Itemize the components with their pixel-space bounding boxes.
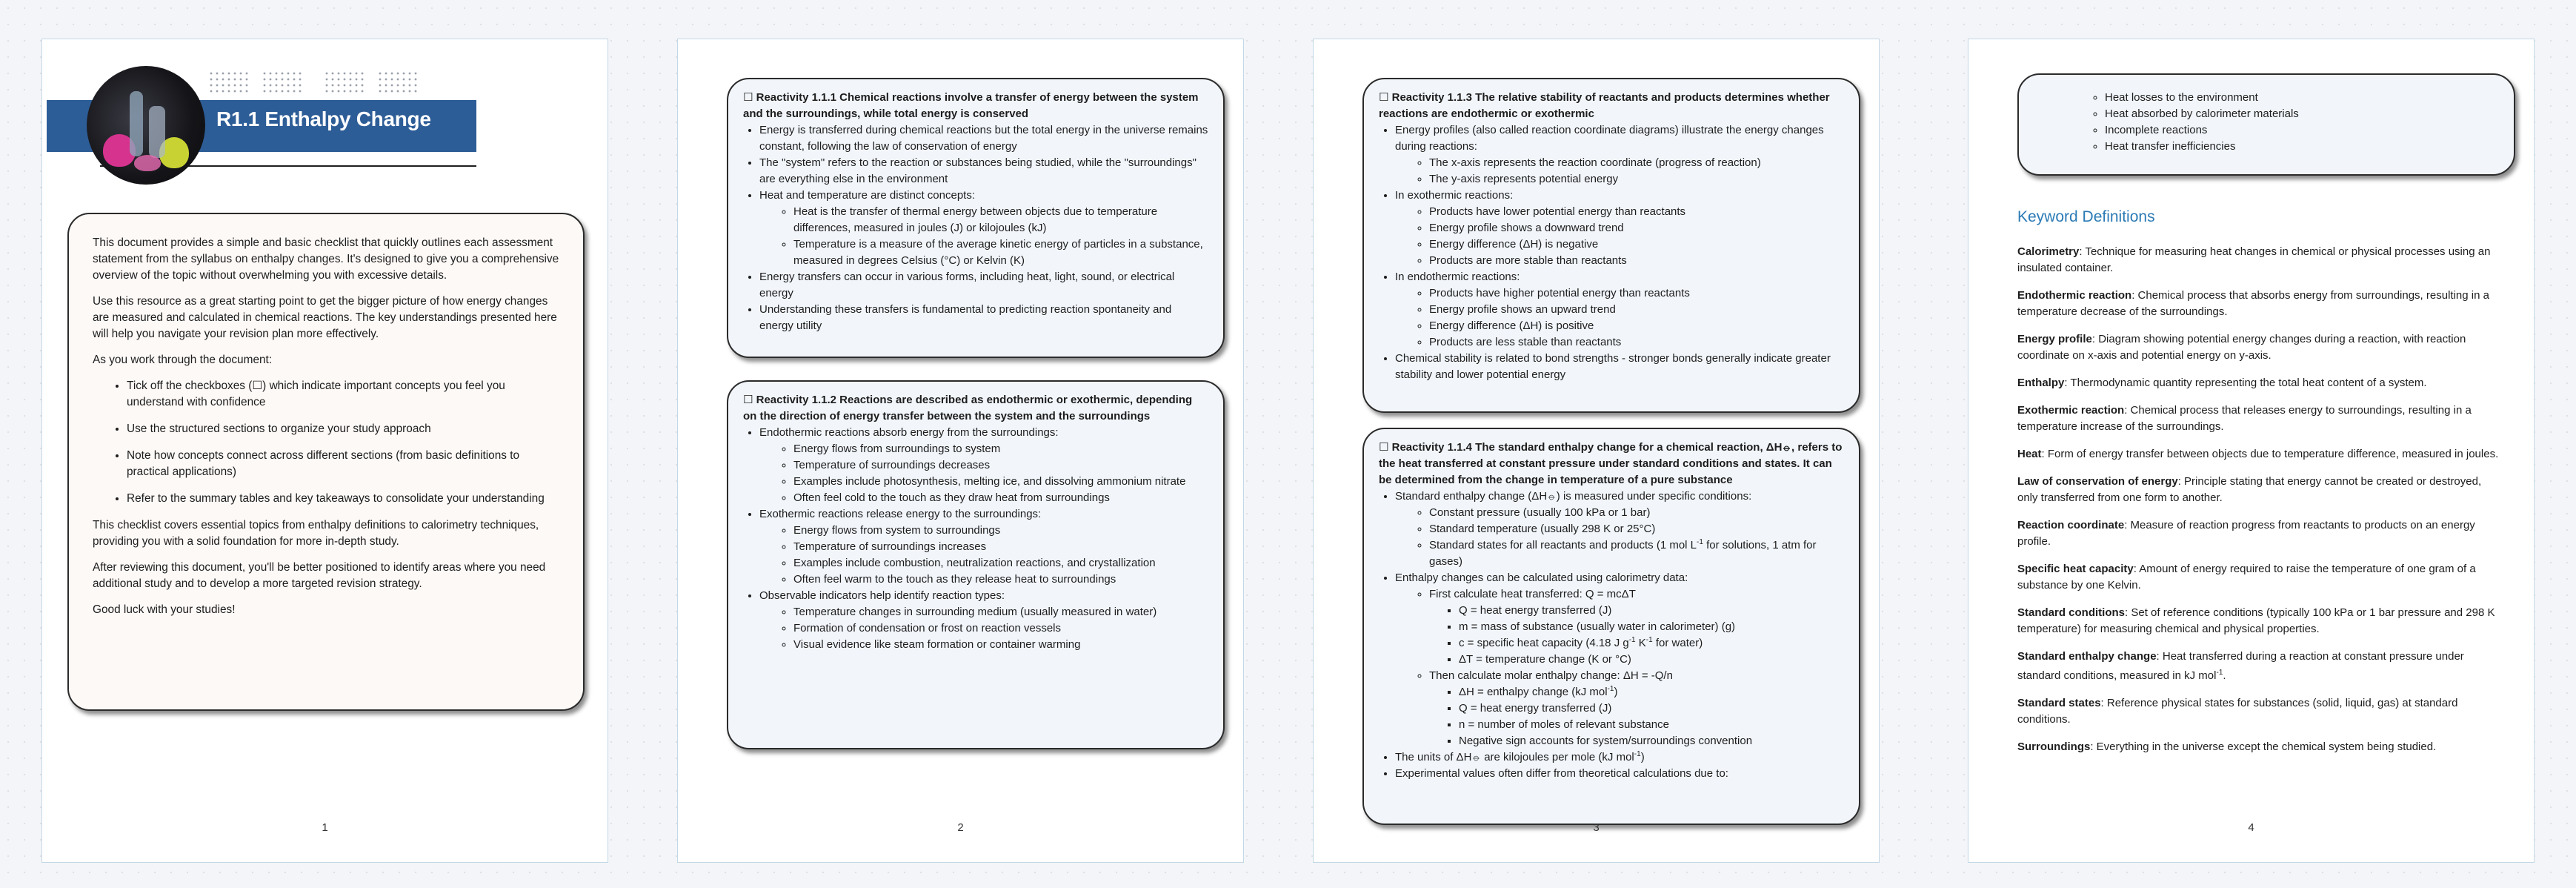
page-1 bbox=[41, 39, 608, 863]
keyword-definition bbox=[2017, 739, 2499, 755]
list-item: ◦ Temperature of surroundings decreases bbox=[793, 457, 1208, 474]
text-span: Standard states for all reactants and products (1 mol L bbox=[1429, 539, 1697, 551]
decorative-dots bbox=[262, 70, 304, 93]
list-item: ▪ n = number of moles of relevant substance bbox=[1459, 717, 1844, 733]
keyword-text: : Everything in the universe except the chemical system being studied. bbox=[2090, 740, 2437, 753]
text-span: ΔH = enthalpy change (kJ mol bbox=[1459, 686, 1608, 698]
list-item: ◦ Standard temperature (usually 298 K or 25°C) bbox=[1429, 521, 1844, 537]
list-item-text: Then calculate molar enthalpy change: ΔH = -Q/n bbox=[1429, 669, 1673, 682]
list-item bbox=[759, 506, 1208, 588]
list-item bbox=[1395, 188, 1844, 269]
keyword-definition bbox=[2017, 446, 2499, 463]
keyword-text: : Technique for measuring heat changes in chemical or physical processes using an insulated container. bbox=[2017, 245, 2491, 274]
keyword-definition bbox=[2017, 375, 2499, 391]
page-number: 1 bbox=[322, 821, 328, 834]
intro-box bbox=[67, 213, 585, 711]
list-item: • Experimental values often differ from theoretical calculations due to: bbox=[1395, 766, 1844, 782]
document-title: R1.1 Enthalpy Change bbox=[216, 107, 431, 130]
keyword-text: : Chemical process that releases energy to surroundings, resulting in a temperature increase of the surroundings. bbox=[2017, 404, 2472, 433]
section-heading: ☐ Reactivity 1.1.2 Reactions are described as endothermic or exothermic, depending on the direction of energy transfer between the system and the surroundings bbox=[743, 394, 1193, 423]
superscript: -1 bbox=[1628, 636, 1636, 644]
list-item: • Refer to the summary tables and key takeaways to consolidate your understanding bbox=[127, 491, 559, 507]
text-span: for solutions, 1 atm for gases) bbox=[1429, 539, 1817, 568]
intro-paragraph: Good luck with your studies! bbox=[93, 603, 236, 616]
text-span: for water) bbox=[1652, 637, 1703, 649]
keyword-definition bbox=[2017, 244, 2499, 276]
intro-paragraph: This document provides a simple and basic checklist that quickly outlines each assessment statement from the syllabus on enthalpy changes. It's designed to give you a comprehensive overview of the topic without overwhelming you with excessive details. bbox=[93, 236, 559, 282]
list-item: ◦ Heat absorbed by calorimeter materials bbox=[2105, 106, 2499, 122]
keyword-term: Reaction coordinate bbox=[2017, 519, 2125, 531]
superscript: -1 bbox=[1645, 636, 1653, 644]
list-item-text: In endothermic reactions: bbox=[1395, 271, 1520, 283]
keyword-term: Standard states bbox=[2017, 697, 2101, 709]
list-item bbox=[1429, 586, 1844, 668]
list-item: ◦ Energy profile shows a downward trend bbox=[1429, 220, 1844, 236]
list-item: ◦ Products have lower potential energy than reactants bbox=[1429, 204, 1844, 220]
list-item: ▪ Q = heat energy transferred (J) bbox=[1459, 603, 1844, 619]
list-item-text: Heat and temperature are distinct concepts: bbox=[759, 189, 975, 202]
list-item: • Use the structured sections to organize your study approach bbox=[127, 421, 559, 437]
section-heading: ☐ Reactivity 1.1.3 The relative stability of reactants and products determines whether reactions are endothermic or exothermic bbox=[1379, 91, 1830, 120]
list-item: ◦ Heat losses to the environment bbox=[2105, 90, 2499, 106]
keyword-term: Standard enthalpy change bbox=[2017, 650, 2157, 663]
list-item: ◦ The y-axis represents potential energy bbox=[1429, 171, 1844, 188]
intro-paragraph: This checklist covers essential topics from enthalpy definitions to calorimetry techniques, providing you with a solid foundation for more in-depth study. bbox=[93, 519, 539, 548]
list-item bbox=[1395, 749, 1844, 766]
list-item: ◦ Temperature changes in surrounding medium (usually measured in water) bbox=[793, 604, 1208, 620]
list-item: ◦ Incomplete reactions bbox=[2105, 122, 2499, 139]
list-item: • Chemical stability is related to bond strengths - stronger bonds generally indicate greater stability and lower potential energy bbox=[1395, 351, 1844, 383]
keyword-definition bbox=[2017, 561, 2499, 594]
list-item: ◦ Products have higher potential energy than reactants bbox=[1429, 285, 1844, 302]
keyword-text: : Measure of reaction progress from reactants to products on an energy profile. bbox=[2017, 519, 2475, 548]
decorative-dots bbox=[208, 70, 251, 93]
keyword-text: : Set of reference conditions (typically 100 kPa or 1 bar pressure and 298 K temperature) for measuring chemical and physical properties. bbox=[2017, 606, 2495, 635]
list-item: ◦ Visual evidence like steam formation or container warming bbox=[793, 637, 1208, 653]
list-item: ◦ Often feel warm to the touch as they release heat to surroundings bbox=[793, 571, 1208, 588]
list-item: ◦ Energy flows from system to surroundings bbox=[793, 523, 1208, 539]
intro-paragraph: Use this resource as a great starting point to get the bigger picture of how energy changes are measured and calculated in chemical reactions. The key understandings presented here will help you navigate your revision plan more effectively. bbox=[93, 295, 557, 340]
keyword-term: Calorimetry bbox=[2017, 245, 2080, 258]
list-item: ▪ Q = heat energy transferred (J) bbox=[1459, 700, 1844, 717]
list-item: • Tick off the checkboxes (☐) which indicate important concepts you feel you understand with confidence bbox=[127, 378, 559, 411]
list-item-text: Exothermic reactions release energy to the surroundings: bbox=[759, 508, 1042, 520]
section-heading: ☐ Reactivity 1.1.4 The standard enthalpy change for a chemical reaction, ΔH⦵, refers to the heat transferred at constant pressure under standard conditions and states. It can be determined from the change in temperature of a pure substance bbox=[1379, 441, 1843, 486]
page-2 bbox=[677, 39, 1244, 863]
list-item: ◦ Products are less stable than reactants bbox=[1429, 334, 1844, 351]
keyword-text: : Principle stating that energy cannot be created or destroyed, only transferred from one form to another. bbox=[2017, 475, 2482, 504]
list-item: ◦ Products are more stable than reactants bbox=[1429, 253, 1844, 269]
section-reactivity-1-1-3 bbox=[1362, 78, 1860, 413]
keyword-definitions-list bbox=[2017, 244, 2499, 766]
list-item: • Note how concepts connect across different sections (from basic definitions to practical applications) bbox=[127, 448, 559, 480]
list-item-text: First calculate heat transferred: Q = mcΔT bbox=[1429, 588, 1636, 600]
keyword-term: Standard conditions bbox=[2017, 606, 2126, 619]
keyword-term: Endothermic reaction bbox=[2017, 289, 2132, 302]
list-item-text: Standard enthalpy change (ΔH⦵) is measured under specific conditions: bbox=[1395, 490, 1752, 503]
keyword-term: Exothermic reaction bbox=[2017, 404, 2125, 417]
list-item bbox=[1395, 488, 1844, 570]
page-number: 4 bbox=[2248, 821, 2254, 834]
keyword-definition bbox=[2017, 649, 2499, 684]
list-item: • Understanding these transfers is fundamental to predicting reaction spontaneity and energy utility bbox=[759, 302, 1208, 334]
list-item bbox=[759, 425, 1208, 506]
list-item: ◦ Examples include combustion, neutralization reactions, and crystallization bbox=[793, 555, 1208, 571]
list-item bbox=[759, 188, 1208, 269]
list-item bbox=[1395, 122, 1844, 188]
keyword-text: : Chemical process that absorbs energy from surroundings, resulting in a temperature decrease of the surroundings. bbox=[2017, 289, 2489, 318]
page-number: 2 bbox=[957, 821, 964, 834]
list-item: ◦ Heat transfer inefficiencies bbox=[2105, 139, 2499, 155]
keyword-definition bbox=[2017, 695, 2499, 728]
keyword-term: Law of conservation of energy bbox=[2017, 475, 2178, 488]
list-item bbox=[759, 588, 1208, 653]
list-item bbox=[1459, 684, 1844, 700]
list-item: • Energy transfers can occur in various forms, including heat, light, sound, or electrical energy bbox=[759, 269, 1208, 302]
keyword-text: : Thermodynamic quantity representing the total heat content of a system. bbox=[2064, 377, 2427, 389]
keyword-definition bbox=[2017, 331, 2499, 364]
section-continued bbox=[2017, 73, 2515, 176]
list-item-text: Observable indicators help identify reaction types: bbox=[759, 589, 1005, 602]
list-item: ◦ Formation of condensation or frost on reaction vessels bbox=[793, 620, 1208, 637]
page-4 bbox=[1968, 39, 2535, 863]
keyword-definition bbox=[2017, 605, 2499, 637]
list-item: ◦ Energy difference (ΔH) is positive bbox=[1429, 318, 1844, 334]
lab-glassware-image bbox=[87, 66, 205, 185]
list-item: ◦ The x-axis represents the reaction coordinate (progress of reaction) bbox=[1429, 155, 1844, 171]
decorative-dots bbox=[377, 70, 420, 93]
page-number: 3 bbox=[1593, 821, 1600, 834]
keyword-term: Surroundings bbox=[2017, 740, 2091, 753]
list-item bbox=[1429, 537, 1844, 570]
list-item: ◦ Temperature is a measure of the average kinetic energy of particles in a substance, measured in degrees Celsius (°C) or Kelvin (K) bbox=[793, 236, 1208, 269]
keyword-definition bbox=[2017, 474, 2499, 506]
list-item-text: Enthalpy changes can be calculated using calorimetry data: bbox=[1395, 571, 1688, 584]
superscript: -1 bbox=[1634, 750, 1641, 758]
text-span: ) bbox=[1640, 751, 1645, 763]
text-span: c = specific heat capacity (4.18 J g bbox=[1459, 637, 1629, 649]
page-3 bbox=[1313, 39, 1880, 863]
keyword-term: Specific heat capacity bbox=[2017, 563, 2134, 575]
section-reactivity-1-1-1 bbox=[727, 78, 1225, 358]
superscript: -1 bbox=[1697, 538, 1703, 546]
text-span: The units of ΔH⦵ are kilojoules per mole (kJ mol bbox=[1395, 751, 1634, 763]
intro-paragraph: After reviewing this document, you'll be better positioned to identify areas where you need additional study and to develop a more targeted revision strategy. bbox=[93, 561, 546, 590]
keyword-text: : Heat transferred during a reaction at constant pressure under standard conditions, measured in kJ mol bbox=[2017, 650, 2464, 682]
superscript: -1 bbox=[2216, 669, 2223, 677]
list-item bbox=[1429, 668, 1844, 749]
keyword-definition bbox=[2017, 402, 2499, 435]
keyword-text: : Reference physical states for substances (solid, liquid, gas) at standard conditions. bbox=[2017, 697, 2458, 726]
list-item-text: Energy profiles (also called reaction coordinate diagrams) illustrate the energy changes during reactions: bbox=[1395, 124, 1824, 153]
list-item-text: Endothermic reactions absorb energy from the surroundings: bbox=[759, 426, 1059, 439]
intro-list bbox=[93, 378, 559, 507]
text-span: K bbox=[1635, 637, 1646, 649]
keyword-definitions-heading: Keyword Definitions bbox=[2017, 208, 2155, 225]
list-item: ▪ m = mass of substance (usually water in calorimeter) (g) bbox=[1459, 619, 1844, 635]
keyword-term: Energy profile bbox=[2017, 333, 2092, 345]
list-item-text: In exothermic reactions: bbox=[1395, 189, 1514, 202]
section-heading: ☐ Reactivity 1.1.1 Chemical reactions involve a transfer of energy between the system and the surroundings, while total energy is conserved bbox=[743, 91, 1199, 120]
list-item bbox=[1395, 269, 1844, 351]
keyword-definition bbox=[2017, 288, 2499, 320]
keyword-term: Enthalpy bbox=[2017, 377, 2065, 389]
list-item: • The "system" refers to the reaction or substances being studied, while the "surroundings" are everything else in the environment bbox=[759, 155, 1208, 188]
list-item: ◦ Temperature of surroundings increases bbox=[793, 539, 1208, 555]
list-item: ◦ Energy flows from surroundings to system bbox=[793, 441, 1208, 457]
list-item: ◦ Constant pressure (usually 100 kPa or 1 bar) bbox=[1429, 505, 1844, 521]
section-reactivity-1-1-2 bbox=[727, 380, 1225, 749]
list-item: ▪ ΔT = temperature change (K or °C) bbox=[1459, 652, 1844, 668]
keyword-text: : Diagram showing potential energy changes during a reaction, with reaction coordinate on x-axis and potential energy on y-axis. bbox=[2017, 333, 2466, 362]
list-item: ◦ Examples include photosynthesis, melting ice, and dissolving ammonium nitrate bbox=[793, 474, 1208, 490]
keyword-definition bbox=[2017, 517, 2499, 550]
list-item: ◦ Energy difference (ΔH) is negative bbox=[1429, 236, 1844, 253]
keyword-text: : Amount of energy required to raise the temperature of one gram of a substance by one Kelvin. bbox=[2017, 563, 2476, 592]
list-item bbox=[1459, 635, 1844, 652]
list-item: • Energy is transferred during chemical reactions but the total energy in the universe remains constant, following the law of conservation of energy bbox=[759, 122, 1208, 155]
intro-paragraph: As you work through the document: bbox=[93, 354, 273, 366]
decorative-dots bbox=[324, 70, 367, 93]
text-span: ) bbox=[1614, 686, 1618, 698]
section-reactivity-1-1-4 bbox=[1362, 428, 1860, 825]
keyword-text: . bbox=[2223, 669, 2226, 682]
keyword-term: Heat bbox=[2017, 448, 2042, 460]
list-item: ◦ Energy profile shows an upward trend bbox=[1429, 302, 1844, 318]
list-item: ◦ Often feel cold to the touch as they draw heat from surroundings bbox=[793, 490, 1208, 506]
list-item: ◦ Heat is the transfer of thermal energy between objects due to temperature differences, measured in joules (J) or kilojoules (kJ) bbox=[793, 204, 1208, 236]
superscript: -1 bbox=[1607, 685, 1614, 693]
list-item: ▪ Negative sign accounts for system/surroundings convention bbox=[1459, 733, 1844, 749]
keyword-text: : Form of energy transfer between objects due to temperature difference, measured in joules. bbox=[2041, 448, 2499, 460]
list-item bbox=[1395, 570, 1844, 749]
